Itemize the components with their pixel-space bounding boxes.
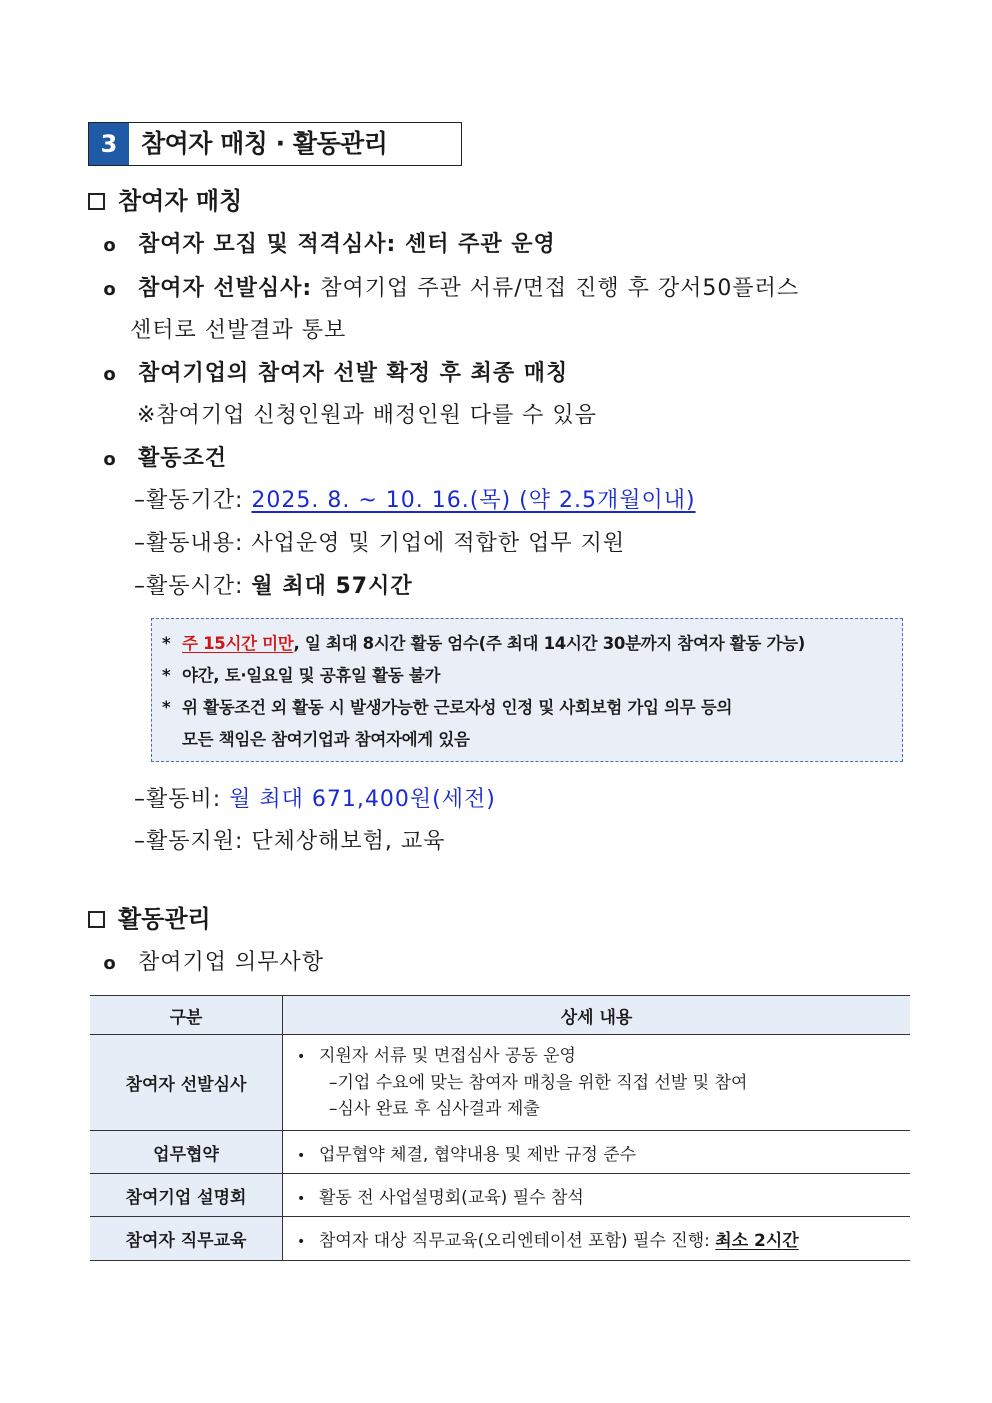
table-cell-detail: • 업무협약 체결, 협약내용 및 제반 규정 준수 bbox=[283, 1131, 911, 1174]
circle-bullet-icon: o bbox=[103, 449, 117, 470]
notice-line-2: * 야간, 토·일요일 및 공휴일 활동 불가 bbox=[162, 666, 441, 685]
circle-bullet-icon: o bbox=[103, 279, 117, 300]
fee-value: 월 최대 671,400원(세전) bbox=[229, 787, 496, 812]
period-value: 2025. 8. ~ 10. 16.(목) (약 2.5개월이내) bbox=[251, 488, 696, 513]
fee-label: –활동비: bbox=[134, 787, 230, 812]
hours-line bbox=[134, 569, 413, 600]
emphasis-text: 최소 2시간 bbox=[715, 1231, 799, 1251]
table-row bbox=[90, 1217, 910, 1261]
final-note: ※참여기업 신청인원과 배정인원 다를 수 있음 bbox=[137, 403, 597, 428]
table-header-detail: 상세 내용 bbox=[283, 996, 911, 1035]
fee-line bbox=[134, 782, 496, 813]
table-row bbox=[90, 1131, 910, 1174]
circle-bullet-icon: o bbox=[103, 235, 117, 256]
checkbox-square-icon bbox=[88, 193, 105, 210]
period-line bbox=[134, 483, 696, 514]
select-item bbox=[102, 271, 799, 302]
notice-line-4: 모든 책임은 참여기업과 참여자에게 있음 bbox=[182, 730, 470, 749]
notice-red-text: 주 15시간 미만 bbox=[182, 634, 294, 653]
table-header-row bbox=[90, 996, 910, 1035]
table-cell-category: 업무협약 bbox=[90, 1131, 283, 1174]
table-cell-detail: • 지원자 서류 및 면접심사 공동 운영 –기업 수요에 맞는 참여자 매칭을 위한 직접 선발 및 참여 –심사 완료 후 심사결과 제출 bbox=[283, 1035, 911, 1131]
recruit-text: 센터 주관 운영 bbox=[396, 232, 556, 257]
conditions-label: 활동조건 bbox=[138, 446, 228, 471]
table-cell-category: 참여자 직무교육 bbox=[90, 1217, 283, 1261]
hours-value: 월 최대 57시간 bbox=[251, 574, 413, 599]
bullet-icon: • bbox=[297, 1234, 306, 1250]
support-line bbox=[134, 824, 445, 855]
table-row bbox=[90, 1174, 910, 1217]
table-cell-category: 참여기업 설명회 bbox=[90, 1174, 283, 1217]
checkbox-square-icon bbox=[88, 911, 105, 928]
table-cell-detail: • 활동 전 사업설명회(교육) 필수 참석 bbox=[283, 1174, 911, 1217]
content-value: 사업운영 및 기업에 적합한 업무 지원 bbox=[251, 531, 626, 556]
management-heading-text: 활동관리 bbox=[118, 905, 211, 933]
table-header-category: 구분 bbox=[90, 996, 283, 1035]
support-label: –활동지원: bbox=[134, 829, 252, 854]
circle-bullet-icon: o bbox=[103, 364, 117, 385]
management-heading bbox=[88, 899, 211, 934]
final-label: 참여기업의 참여자 선발 확정 후 최종 매칭 bbox=[138, 361, 569, 386]
circle-bullet-icon: o bbox=[103, 953, 117, 974]
duty-item bbox=[102, 945, 324, 976]
content-line bbox=[134, 526, 625, 557]
conditions-item bbox=[102, 441, 227, 472]
table-cell-detail: • 참여자 대상 직무교육(오리엔테이션 포함) 필수 진행: 최소 2시간 bbox=[283, 1217, 911, 1261]
notice-line-3: * 위 활동조건 외 활동 시 발생가능한 근로자성 인정 및 사회보험 가입 의무 등의 bbox=[162, 698, 733, 717]
section-header bbox=[88, 122, 462, 166]
select-label: 참여자 선발심사: bbox=[138, 276, 313, 301]
bullet-icon: • bbox=[297, 1049, 306, 1065]
duty-table bbox=[90, 995, 910, 1261]
period-label: –활동기간: bbox=[134, 488, 252, 513]
section-number-badge: 3 bbox=[89, 123, 129, 165]
select-text-cont: 센터로 선발결과 통보 bbox=[130, 318, 347, 343]
final-item bbox=[102, 356, 568, 387]
support-value: 단체상해보험, 교육 bbox=[251, 829, 446, 854]
table-cell-category: 참여자 선발심사 bbox=[90, 1035, 283, 1131]
matching-heading bbox=[88, 181, 242, 216]
hours-label: –활동시간: bbox=[134, 574, 252, 599]
notice-line-1: * 주 15시간 미만, 일 최대 8시간 활동 엄수(주 최대 14시간 30분까지 참여자 활동 가능) bbox=[162, 634, 806, 653]
section-title: 참여자 매칭 · 활동관리 bbox=[141, 129, 388, 158]
bullet-icon: • bbox=[297, 1190, 306, 1207]
recruit-item bbox=[102, 227, 556, 258]
duty-label: 참여기업 의무사항 bbox=[138, 950, 325, 975]
notice-box bbox=[151, 618, 903, 762]
select-text: 참여기업 주관 서류/면접 진행 후 강서50플러스 bbox=[312, 276, 800, 301]
matching-heading-text: 참여자 매칭 bbox=[118, 187, 243, 215]
table-row bbox=[90, 1035, 910, 1131]
recruit-label: 참여자 모집 및 적격심사: bbox=[138, 232, 397, 257]
bullet-icon: • bbox=[297, 1147, 306, 1164]
content-label: –활동내용: bbox=[134, 531, 252, 556]
